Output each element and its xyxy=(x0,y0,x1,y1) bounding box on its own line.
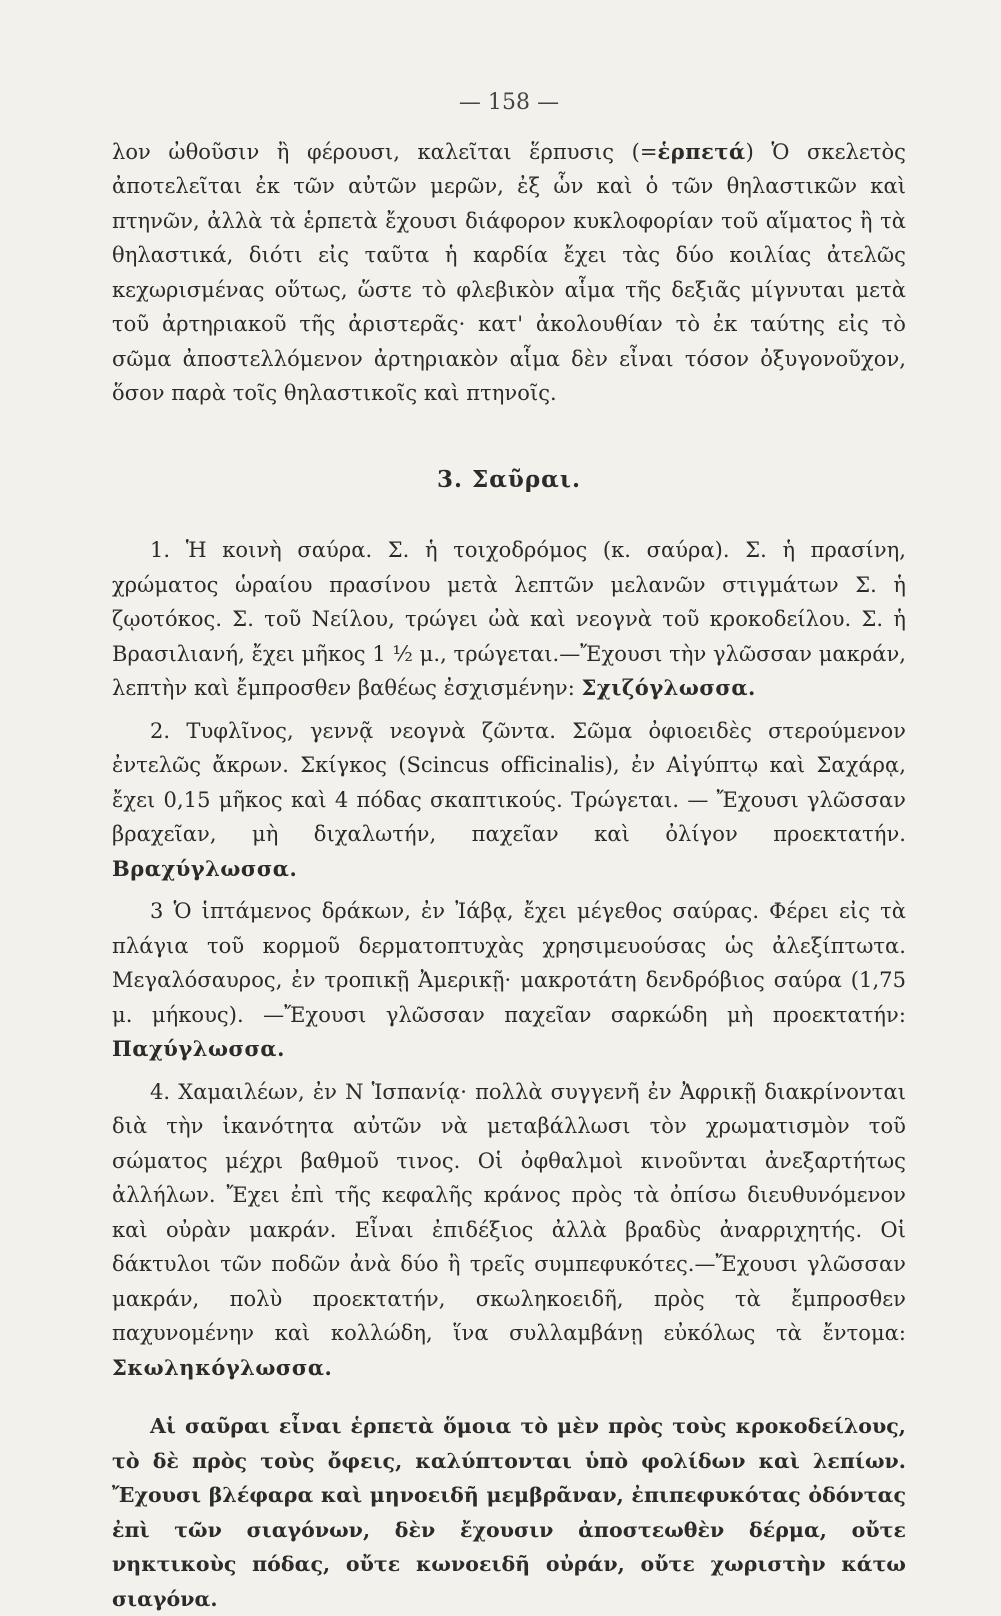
item-2-term: Βραχύγλωσσα. xyxy=(112,855,298,881)
item-2-text: 2. Τυφλῖνος, γεννᾷ νεογνὰ ζῶντα. Σῶμα ὀφιοειδὲς στερούμενον ἐντελῶς ἄκρων. Σκίγκος (Scincus officinalis), ἐν Αἰγύπτῳ καὶ Σαχάρᾳ, ἔχει 0,15 μῆκος καὶ 4 πόδας σκαπτικούς. Τρώγεται. — Ἔχουσι γλῶσσαν βραχεῖαν, μὴ διχαλωτήν, παχεῖαν καὶ ὀλίγον προεκτατήν. xyxy=(112,718,906,846)
item-4-term: Σκωληκόγλωσσα. xyxy=(112,1354,333,1380)
item-4-text: 4. Χαμαιλέων, ἐν Ν Ἱσπανίᾳ· πολλὰ συγγενῆ ἐν Ἀφρικῇ διακρίνονται διὰ τὴν ἱκανότητα αὐτῶν νὰ μεταβάλλωσι τὸν χρωματισμὸν τοῦ σώματος μέχρι βαθμοῦ τινος. Οἱ ὀφθαλμοὶ κινοῦνται ἀνεξαρτήτως ἀλλήλων. Ἔχει ἐπὶ τῆς κεφαλῆς κράνος πρὸς τὰ ὀπίσω διευθυνόμενον καὶ οὐρὰν μακράν. Εἶναι ἐπιδέξιος ἀλλὰ βραδὺς ἀναρριχητής. Οἱ δάκτυλοι τῶν ποδῶν ἀνὰ δύο ἢ τρεῖς συμπεφυκότες.—Ἔχουσι γλῶσσαν μακράν, πολὺ προεκτατήν, σκωληκοειδῆ, πρὸς τὰ ἔμπροσθεν παχυνομένην καὶ κολλώδη, ἵνα συλλαμβάνῃ εὐκόλως τὰ ἔντομα: xyxy=(112,1079,906,1345)
item-3-text: 3 Ὁ ἱπτάμενος δράκων, ἐν Ἰάβᾳ, ἔχει μέγεθος σαύρας. Φέρει εἰς τὰ πλάγια τοῦ κορμοῦ δερματοπτυχὰς χρησιμευούσας ὡς ἀλεξίπτωτα. Μεγαλόσαυρος, ἐν τροπικῇ Ἀμερικῇ· μακροτάτη δενδρόβιος σαύρα (1,75 μ. μήκους). —Ἔχουσι γλῶσσαν παχεῖαν σαρκώδη μὴ προεκτατήν: xyxy=(112,899,906,1027)
item-4-paragraph xyxy=(112,1075,906,1386)
item-2-paragraph xyxy=(112,714,906,887)
intro-term-herpeta: ἑρπετά xyxy=(657,138,746,164)
item-3-paragraph xyxy=(112,894,906,1067)
summary-paragraph: Αἱ σαῦραι εἶναι ἑρπετὰ ὅμοια τὸ μὲν πρὸς τοὺς κροκοδείλους, τὸ δὲ πρὸς τοὺς ὄφεις, καλύπτονται ὑπὸ φολίδων καὶ λεπίων. Ἔχουσι βλέφαρα καὶ μηνοειδῆ μεμβρᾶναν, ἐπιπεφυκότας ὀδόντας ἐπὶ τῶν σιαγόνων, δὲν ἔχουσιν ἀποστεωθὲν δέρμα, οὔτε νηκτικοὺς πόδας, οὔτε κωνοειδῆ οὐράν, οὔτε χωριστὴν κάτω σιαγόνα. xyxy=(112,1414,906,1611)
item-1-text: 1. Ἡ κοινὴ σαύρα. Σ. ἡ τοιχοδρόμος (κ. σαύρα). Σ. ἡ πρασίνη, χρώματος ὡραίου πρασίνου μετὰ λεπτῶν μελανῶν στιγμάτων Σ. ἡ ζῳοτόκος. Σ. τοῦ Νείλου, τρώγει ὠὰ καὶ νεογνὰ τοῦ κροκοδείλου. Σ. ἡ Βρασιλιανή, ἔχει μῆκος 1 ½ μ., τρώγεται.—Ἔχουσι τὴν γλῶσσαν μακράν, λεπτὴν καὶ ἔμπροσθεν βαθέως ἐσχισμένην: xyxy=(112,538,906,700)
book-page xyxy=(112,86,906,1616)
page-number: — 158 — xyxy=(458,90,560,115)
section-heading: 3. Σαῦραι. xyxy=(436,465,582,493)
intro-text: λον ὠθοῦσιν ἢ φέρουσι, καλεῖται ἕρπυσις (= xyxy=(112,139,658,164)
intro-paragraph xyxy=(112,135,906,411)
item-1-term: Σχιζόγλωσσα. xyxy=(581,675,756,700)
item-3-term: Παχύγλωσσα. xyxy=(112,1036,285,1061)
item-1-paragraph xyxy=(112,533,906,706)
intro-rest: ) Ὁ σκελετὸς ἀποτελεῖται ἐκ τῶν αὐτῶν μερῶν, ἐξ ὧν καὶ ὁ τῶν θηλαστικῶν καὶ πτηνῶν, ἀλλὰ τὰ ἑρπετὰ ἔχουσι διάφορον κυκλοφορίαν τοῦ αἵματος ἢ τὰ θηλαστικά, διότι εἰς ταῦτα ἡ καρδία ἔχει τὰς δύο κοιλίας ἀτελῶς κεχωρισμένας οὕτως, ὥστε τὸ φλεβικὸν αἷμα τῆς δεξιᾶς μίγνυται μετὰ τοῦ ἀρτηριακοῦ τῆς ἀριστερᾶς· κατ' ἀκολουθίαν τὸ ἐκ ταύτης εἰς τὸ σῶμα ἀποστελλόμενον ἀρτηριακὸν αἷμα δὲν εἶναι τόσον ὀξυγονοῦχον, ὅσον παρὰ τοῖς θηλαστικοῖς καὶ πτηνοῖς. xyxy=(112,139,906,405)
